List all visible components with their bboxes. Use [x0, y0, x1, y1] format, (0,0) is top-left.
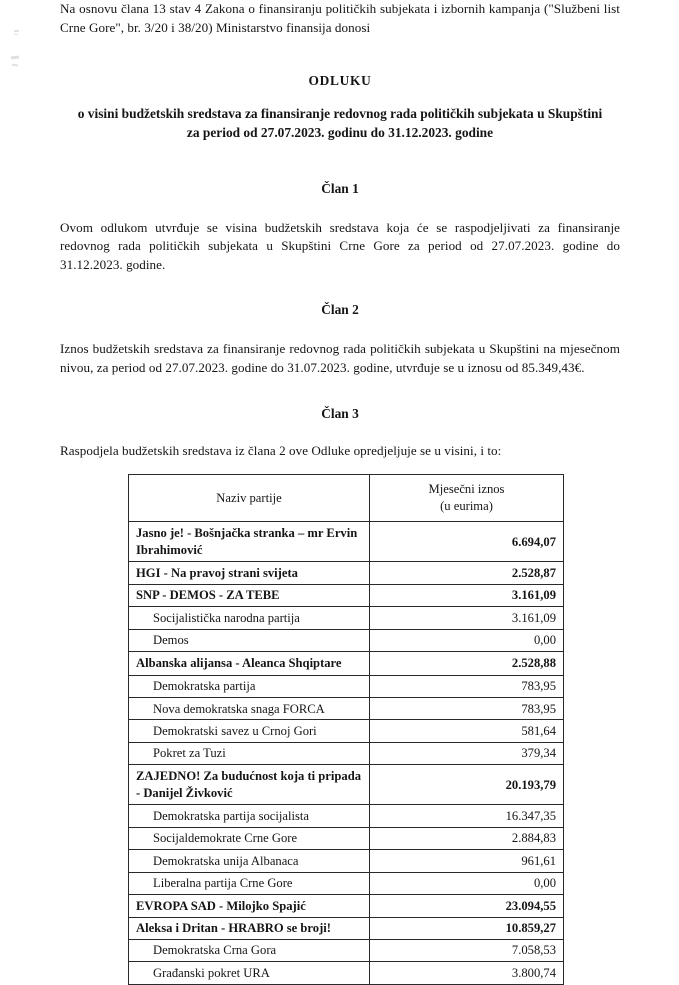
party-name-cell: Demokratski savez u Crnoj Gori [129, 720, 370, 742]
table-row [129, 765, 564, 805]
decree-type-label: ODLUKU [308, 73, 372, 89]
article-3-heading: Član 3 [321, 405, 359, 421]
decree-title-block [60, 71, 620, 143]
monthly-amount-cell: 3.161,09 [370, 584, 564, 606]
coalition-name-cell: Aleksa i Dritan - HRABRO se broji! [129, 917, 370, 939]
article-3-text: Raspodjela budžetskih sredstava iz člana 2 ove Odluke opredjeljuje se u visini, i to: [60, 442, 502, 458]
article-2-heading: Član 2 [321, 302, 359, 318]
party-name-cell: Demos [129, 629, 370, 651]
table-header-row [129, 475, 564, 522]
table-row [129, 652, 564, 676]
column-header-amount-line-2: (u eurima) [440, 498, 493, 513]
monthly-amount-cell: 581,64 [370, 720, 564, 742]
decree-subtitle-line-1: o visini budžetskih sredstava za finansiranje redovnog rada političkih subjekata u Skupštini [77, 105, 603, 121]
column-header-monthly-amount [370, 475, 564, 522]
article-1-text: Ovom odlukom utvrđuje se visina budžetskih sredstava koja će se raspodjeljivati za finansiranje redovnog rada političkih subjekata u Skupštini Crne Gore za period od 27.07.2023. godine do 31.12.2023. godine. [60, 219, 620, 272]
coalition-name-cell: SNP - DEMOS - ZA TEBE [129, 584, 370, 606]
table-row [129, 962, 564, 984]
monthly-amount-cell: 2.528,88 [370, 652, 564, 676]
party-name-cell: Demokratska partija [129, 675, 370, 697]
monthly-amount-cell: 16.347,35 [370, 805, 564, 827]
monthly-amount-cell: 23.094,55 [370, 895, 564, 917]
table-row [129, 742, 564, 764]
table-row [129, 629, 564, 651]
monthly-amount-cell: 783,95 [370, 675, 564, 697]
table-row [129, 805, 564, 827]
allocation-table-body [129, 522, 564, 984]
party-name-cell: Demokratska Crna Gora [129, 939, 370, 961]
table-row [129, 698, 564, 720]
monthly-amount-cell: 7.058,53 [370, 939, 564, 961]
table-row [129, 872, 564, 894]
party-name-cell: Socijaldemokrate Crne Gore [129, 827, 370, 849]
table-row [129, 720, 564, 742]
scan-margin-artifacts [8, 28, 32, 88]
allocation-table [128, 474, 564, 984]
monthly-amount-cell: 0,00 [370, 872, 564, 894]
column-header-party-name: Naziv partije [129, 475, 370, 522]
table-row [129, 522, 564, 562]
party-name-cell: Liberalna partija Crne Gore [129, 872, 370, 894]
table-row [129, 607, 564, 629]
party-name-cell: Socijalistička narodna partija [129, 607, 370, 629]
table-row [129, 584, 564, 606]
table-row [129, 917, 564, 939]
column-header-amount-line-1: Mjesečni iznos [428, 482, 505, 497]
table-row [129, 939, 564, 961]
article-2-text: Iznos budžetskih sredstava za finansiranje redovnog rada političkih subjekata u Skupštini na mjesečnom nivou, za period od 27.07.2023. godine do 31.07.2023. godine, utvrđuje se u iznosu od 85.349,43€. [60, 341, 620, 376]
party-name-cell: Nova demokratska snaga FORCA [129, 698, 370, 720]
coalition-name-cell: HGI - Na pravoj strani svijeta [129, 562, 370, 584]
party-name-cell: Građanski pokret URA [129, 962, 370, 984]
monthly-amount-cell: 20.193,79 [370, 765, 564, 805]
article-1-heading: Član 1 [321, 180, 359, 196]
monthly-amount-cell: 783,95 [370, 698, 564, 720]
coalition-name-cell: Albanska alijansa - Aleanca Shqiptare [129, 652, 370, 676]
table-row [129, 675, 564, 697]
party-name-cell: Demokratska partija socijalista [129, 805, 370, 827]
monthly-amount-cell: 961,61 [370, 850, 564, 872]
table-row [129, 827, 564, 849]
coalition-name-cell: Jasno je! - Bošnjačka stranka – mr Ervin Ibrahimović [129, 522, 370, 562]
monthly-amount-cell: 3.800,74 [370, 962, 564, 984]
decree-type-heading [60, 71, 620, 91]
monthly-amount-cell: 10.859,27 [370, 917, 564, 939]
monthly-amount-cell: 6.694,07 [370, 522, 564, 562]
monthly-amount-cell: 379,34 [370, 742, 564, 764]
allocation-table-head [129, 475, 564, 522]
document-content [60, 0, 620, 985]
monthly-amount-cell: 0,00 [370, 629, 564, 651]
table-row [129, 895, 564, 917]
party-name-cell: Demokratska unija Albanaca [129, 850, 370, 872]
monthly-amount-cell: 2.884,83 [370, 827, 564, 849]
table-row [129, 562, 564, 584]
monthly-amount-cell: 3.161,09 [370, 607, 564, 629]
coalition-name-cell: EVROPA SAD - Milojko Spajić [129, 895, 370, 917]
coalition-name-cell: ZAJEDNO! Za budućnost koja ti pripada - Danijel Živković [129, 765, 370, 805]
decree-subtitle-line-2: za period od 27.07.2023. godinu do 31.12.2023. godine [186, 125, 494, 141]
table-row [129, 850, 564, 872]
party-name-cell: Pokret za Tuzi [129, 742, 370, 764]
monthly-amount-cell: 2.528,87 [370, 562, 564, 584]
legal-basis-paragraph: Na osnovu člana 13 stav 4 Zakona o finansiranju političkih subjekata i izbornih kampanja ("Službeni list Crne Gore", br. 3/20 i 38/20) Ministarstvo finansija donosi [60, 1, 620, 35]
decree-subtitle [60, 104, 620, 143]
